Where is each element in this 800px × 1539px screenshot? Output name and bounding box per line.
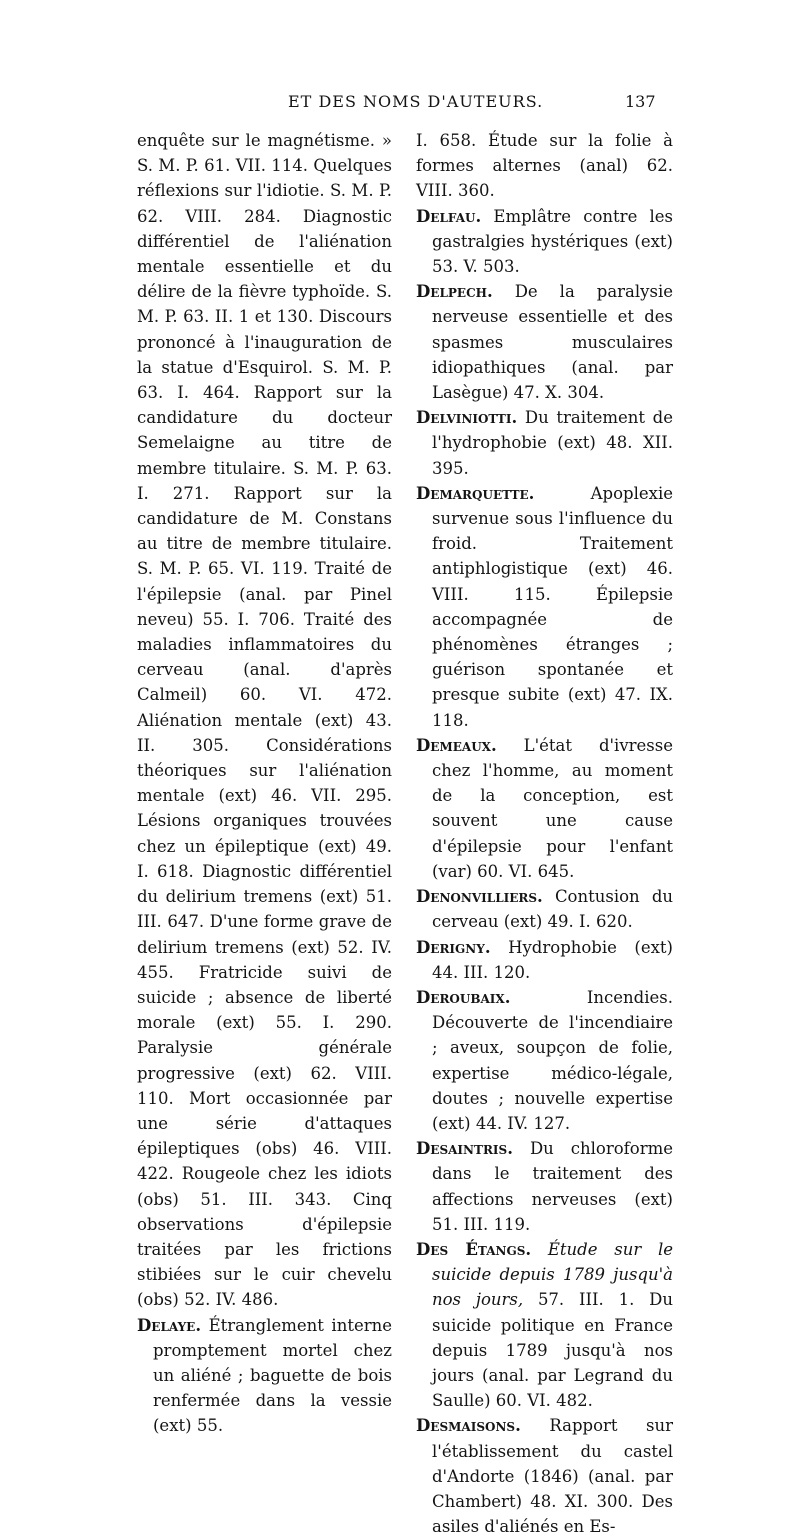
page-header	[0, 92, 800, 116]
author-name: Derigny.	[416, 937, 491, 957]
entry-text: enquête sur le magnétisme. » S. M. P. 61. VII. 114. Quelques réflexions sur l'idiotie. S. M. P. 62. VIII. 284. Diagnostic différentiel de l'aliénation mentale essentielle et du délire de la fièvre typhoïde. S. M. P. 63. II. 1 et 130. Discours prononcé à l'inauguration de la statue d'Esquirol. S. M. P. 63. I. 464. Rapport sur la candidature du docteur Semelaigne au titre de membre titulaire. S. M. P. 63. I. 271. Rapport sur la candidature de M. Constans au titre de membre titulaire. S. M. P. 65. VI. 119. Traité de l'épilepsie (anal. par Pinel neveu) 55. I. 706. Traité des maladies inflammatoires du cerveau (anal. d'après Calmeil) 60. VI. 472. Aliénation mentale (ext) 43. II. 305. Considérations théoriques sur l'aliénation mentale (ext) 46. VII. 295. Lésions organiques trouvées chez un épileptique (ext) 49. I. 618. Diagnostic différentiel du delirium tremens (ext) 51. III. 647. D'une forme grave de delirium tremens (ext) 52. IV. 455. Fratricide suivi de suicide ; absence de liberté morale (ext) 55. I. 290. Paralysie générale progressive (ext) 62. VIII. 110. Mort occasionnée par une série d'attaques épileptiques (obs) 46. VIII. 422. Rougeole chez les idiots (obs) 51. III. 343. Cinq observations d'épilepsie traitées par les frictions stibiées sur le cuir chevelu (obs) 52. IV. 486.	[137, 131, 392, 1310]
author-name: Des Étangs.	[416, 1239, 532, 1259]
entry-text: De la paralysie nerveuse essentielle et des spasmes musculaires idiopathiques (anal. par Lasègue) 47. X. 304.	[432, 282, 673, 403]
author-name: Deroubaix.	[416, 987, 511, 1007]
index-entry-delpech	[416, 279, 673, 405]
entry-text: Contusion du cerveau (ext) 49. I. 620.	[432, 887, 674, 932]
entry-text: Rapport sur l'établissement du castel d'Andorte (1846) (anal. par Chambert) 48. XI. 300. Des asiles d'aliénés en Es-	[432, 1416, 673, 1537]
entry-text: Hydrophobie (ext) 44. III. 120.	[432, 937, 673, 982]
author-name: Denonvilliers.	[416, 887, 543, 907]
author-name: Delaye.	[137, 1315, 202, 1335]
index-entry-denonvilliers	[416, 884, 673, 934]
index-entry-delfau	[416, 204, 673, 280]
index-entry-demarquette	[416, 481, 673, 733]
author-name: Demeaux.	[416, 735, 497, 755]
page-number: 137	[625, 92, 656, 111]
continuation-entry	[416, 128, 673, 204]
entry-text: Emplâtre contre les gastralgies hystériques (ext) 53. V. 503.	[432, 206, 674, 277]
entry-text: Apoplexie survenue sous l'influence du froid. Traitement antiphlogistique (ext) 46. VIII. 115. Épilepsie accompagnée de phénomènes étranges ; guérison spontanée et presque subite (ext) 47. IX. 118.	[432, 483, 673, 730]
entry-text: Incendies. Découverte de l'incendiaire ; aveux, soupçon de folie, expertise médico-légale, doutes ; nouvelle expertise (ext) 44. IV. 127.	[432, 987, 673, 1133]
author-name: Delpech.	[416, 282, 493, 302]
running-title: ET DES NOMS D'AUTEURS.	[288, 92, 544, 111]
author-name: Desmaisons.	[416, 1416, 521, 1436]
index-entry-des-etangs	[416, 1237, 673, 1413]
author-name: Delviniotti.	[416, 408, 518, 428]
index-entry-delviniotti	[416, 405, 673, 481]
left-column	[137, 128, 392, 1439]
continuation-entry	[137, 128, 392, 1313]
index-entry-desmaisons	[416, 1413, 673, 1539]
author-name: Delfau.	[416, 206, 482, 226]
index-entry-desaintris	[416, 1136, 673, 1237]
entry-text: Du traitement de l'hydrophobie (ext) 48. XII. 395.	[432, 408, 673, 478]
entry-text: I. 658. Étude sur la folie à formes alternes (anal) 62. VIII. 360.	[416, 131, 673, 201]
entry-text: L'état d'ivresse chez l'homme, au moment de la conception, est souvent une cause d'épilepsie pour l'enfant (var) 60. VI. 645.	[432, 735, 673, 881]
author-name: Desaintris.	[416, 1139, 513, 1159]
index-entry-deroubaix	[416, 985, 673, 1136]
index-entry-derigny	[416, 935, 673, 985]
entry-text: 57. III. 1. Du suicide politique en France depuis 1789 jusqu'à nos jours (anal. par Legrand du Saulle) 60. VI. 482.	[432, 1290, 673, 1411]
entry-text: Étranglement interne promptement mortel chez un aliéné ; baguette de bois renfermée dans la vessie (ext) 55.	[153, 1315, 393, 1436]
index-entry-delaye	[137, 1313, 392, 1439]
book-title: Étude sur le suicide depuis 1789 jusqu'à nos jours,	[432, 1239, 673, 1310]
right-column	[416, 128, 673, 1539]
entry-text: Du chloroforme dans le traitement des affections nerveuses (ext) 51. III. 119.	[432, 1139, 674, 1234]
index-entry-demeaux	[416, 733, 673, 884]
author-name: Demarquette.	[416, 483, 535, 503]
